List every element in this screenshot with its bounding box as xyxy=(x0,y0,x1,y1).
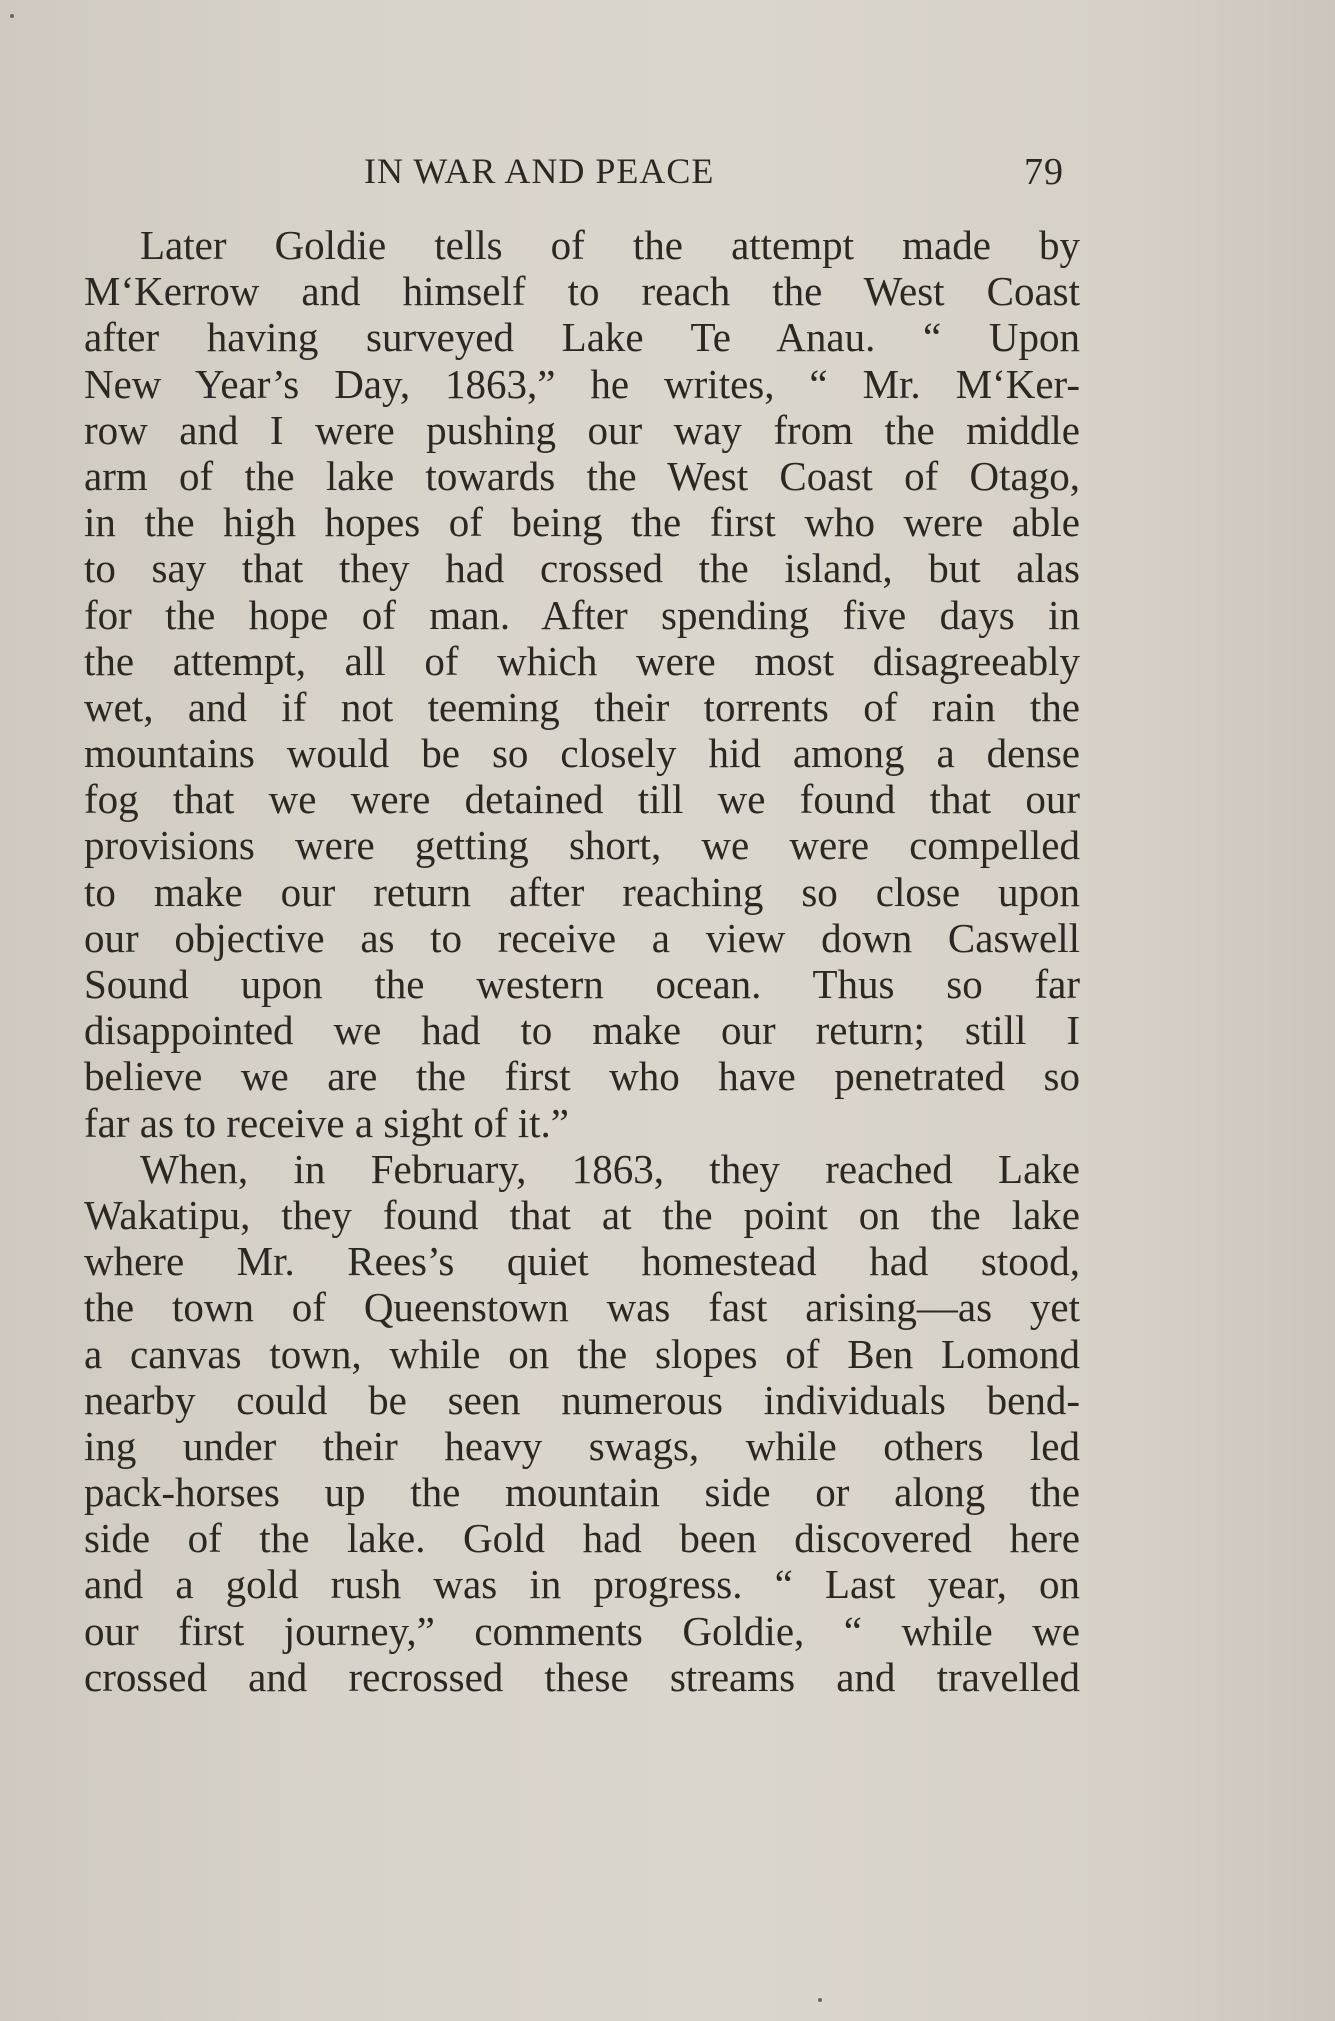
text-line: ing under their heavy swags, while others led xyxy=(84,1422,1080,1469)
text-line: arm of the lake towards the West Coast of Otago, xyxy=(84,452,1080,499)
text-line: disappointed we had to make our return; still I xyxy=(84,1007,1080,1054)
text-line: fog that we were detained till we found that our xyxy=(84,776,1080,823)
text-line: and a gold rush was in progress. “ Last year, on xyxy=(84,1561,1080,1608)
text-line: pack-horses up the mountain side or along the xyxy=(84,1469,1080,1516)
running-head xyxy=(84,150,1064,200)
text-line: believe we are the first who have penetrated so xyxy=(84,1053,1080,1100)
text-line: Later Goldie tells of the attempt made by xyxy=(140,222,1080,268)
text-line: where Mr. Rees’s quiet homestead had stood, xyxy=(84,1238,1080,1285)
running-title: IN WAR AND PEACE xyxy=(364,151,715,191)
text-line: Wakatipu, they found that at the point on the lake xyxy=(84,1191,1080,1238)
text-line: New Year’s Day, 1863,” he writes, “ Mr. M‘Ker- xyxy=(84,360,1080,407)
text-line: mountains would be so closely hid among a dense xyxy=(84,730,1080,777)
text-line: M‘Kerrow and himself to reach the West Coast xyxy=(84,268,1080,315)
text-line: far as to receive a sight of it.” xyxy=(84,1099,569,1146)
text-line: a canvas town, while on the slopes of Ben Lomond xyxy=(84,1330,1080,1377)
text-line: our first journey,” comments Goldie, “ while we xyxy=(84,1607,1080,1654)
text-line: side of the lake. Gold had been discovered here xyxy=(84,1515,1080,1562)
text-line: row and I were pushing our way from the middle xyxy=(84,406,1080,453)
text-line: to make our return after reaching so close upon xyxy=(84,868,1080,915)
text-line: wet, and if not teeming their torrents of rain the xyxy=(84,683,1080,730)
text-line: crossed and recrossed these streams and travelled xyxy=(84,1653,1080,1700)
text-line: the attempt, all of which were most disagreeably xyxy=(84,637,1080,684)
text-line: Sound upon the western ocean. Thus so far xyxy=(84,961,1080,1007)
body-text xyxy=(84,222,1080,1700)
paper-blemish xyxy=(10,14,14,18)
text-line: When, in February, 1863, they reached Lake xyxy=(140,1145,1080,1192)
text-line: for the hope of man. After spending five days in xyxy=(84,591,1080,638)
text-line: our objective as to receive a view down Caswell xyxy=(84,914,1080,961)
text-line: the town of Queenstown was fast arising—as yet xyxy=(84,1284,1080,1331)
text-line: nearby could be seen numerous individuals bend- xyxy=(84,1376,1080,1423)
text-line: after having surveyed Lake Te Anau. “ Upon xyxy=(84,314,1080,361)
paper-blemish xyxy=(818,1998,822,2002)
page-number: 79 xyxy=(1024,151,1064,193)
text-line: to say that they had crossed the island, but alas xyxy=(84,545,1080,592)
text-line: provisions were getting short, we were compelled xyxy=(84,822,1080,869)
text-line: in the high hopes of being the first who were able xyxy=(84,499,1080,546)
